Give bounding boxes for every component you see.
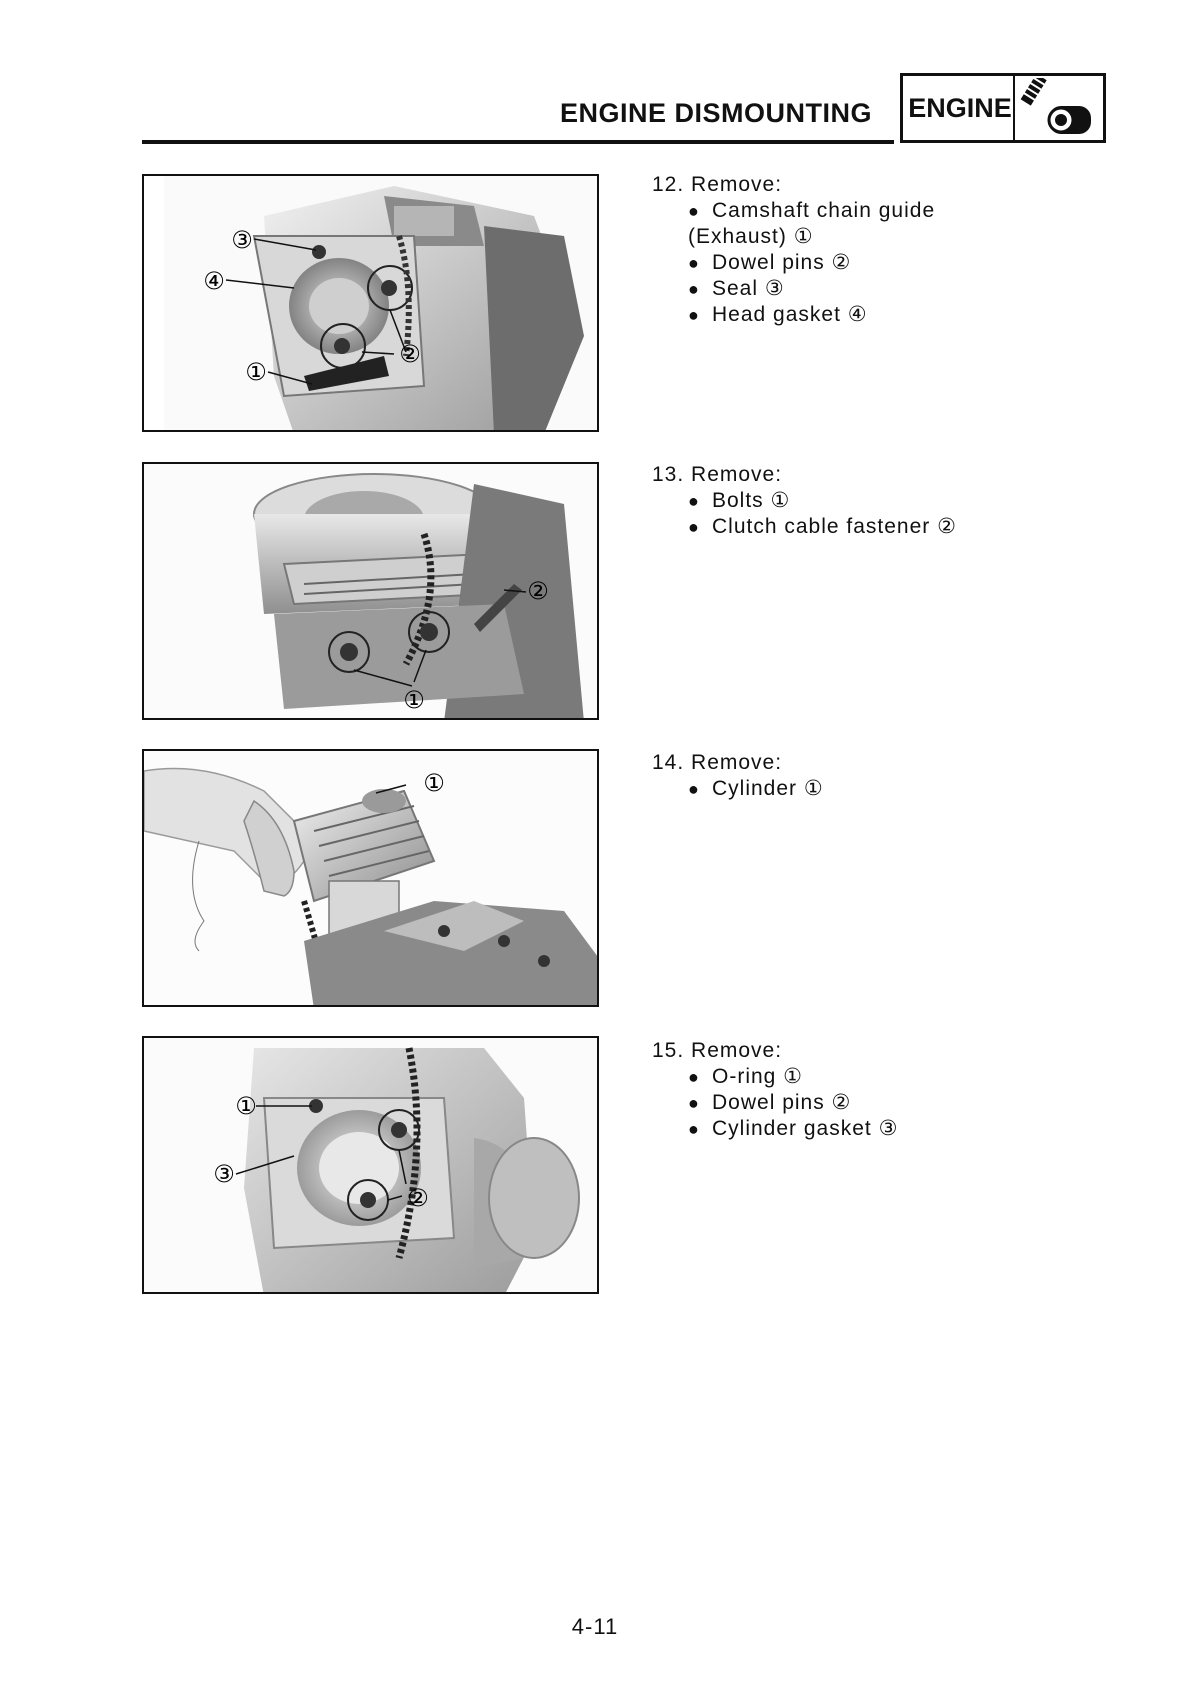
list-item: ● Clutch cable fastener ②: [688, 515, 957, 538]
figure-step-12: [142, 174, 599, 432]
engine-icon: [1015, 78, 1101, 145]
header-rule: [142, 140, 894, 144]
list-item: ● O-ring ①: [688, 1065, 804, 1088]
figure-step-13: [142, 462, 599, 720]
chapter-badge: [900, 73, 1106, 143]
list-item: ● Camshaft chain guide (Exhaust) ①: [688, 199, 936, 248]
list-item: ● Dowel pins ②: [688, 1091, 852, 1114]
callout-4: ④: [203, 267, 225, 295]
bullet-icon: ●: [688, 779, 700, 799]
step-heading: 14. Remove:: [652, 751, 783, 774]
callout-2: ②: [527, 577, 549, 605]
step-heading: 15. Remove:: [652, 1039, 783, 1062]
list-item: ● Dowel pins ②: [688, 251, 852, 274]
list-item: ● Head gasket ④: [688, 303, 868, 326]
bullet-icon: ●: [688, 201, 700, 221]
bullet-icon: ●: [688, 1119, 700, 1139]
step-13: [652, 462, 957, 540]
list-item: ● Seal ③: [688, 277, 785, 300]
bullet-icon: ●: [688, 517, 700, 537]
callout-3: ③: [231, 226, 253, 254]
bullet-icon: ●: [688, 253, 700, 273]
step-items: [652, 488, 957, 540]
step-12: [652, 172, 935, 328]
callout-1: ①: [245, 358, 267, 386]
bullet-icon: ●: [688, 305, 700, 325]
list-item: ● Cylinder ①: [688, 777, 824, 800]
step-15: [652, 1038, 898, 1142]
bullet-icon: ●: [688, 1093, 700, 1113]
callout-2: ②: [399, 340, 421, 368]
step-items: [652, 776, 824, 802]
list-item: ● Cylinder gasket ③: [688, 1117, 899, 1140]
callout-1: ①: [423, 769, 445, 797]
callout-2: ②: [407, 1184, 429, 1212]
step-14: [652, 750, 824, 802]
bullet-icon: ●: [688, 491, 700, 511]
chapter-badge-label: ENGINE: [907, 76, 1015, 140]
step-heading: 13. Remove:: [652, 463, 783, 486]
callout-1: ①: [403, 686, 425, 714]
figure-step-14: [142, 749, 599, 1007]
bullet-icon: ●: [688, 279, 700, 299]
section-title: ENGINE DISMOUNTING: [559, 98, 872, 128]
callout-1: ①: [235, 1092, 257, 1120]
step-items: [652, 1064, 898, 1142]
page-number: 4-11: [571, 1614, 619, 1639]
figure-step-15: [142, 1036, 599, 1294]
list-item: ● Bolts ①: [688, 489, 791, 512]
bullet-icon: ●: [688, 1067, 700, 1087]
step-items: [652, 198, 935, 328]
step-heading: 12. Remove:: [652, 173, 783, 196]
page-header: [142, 68, 1108, 148]
callout-3: ③: [213, 1160, 235, 1188]
